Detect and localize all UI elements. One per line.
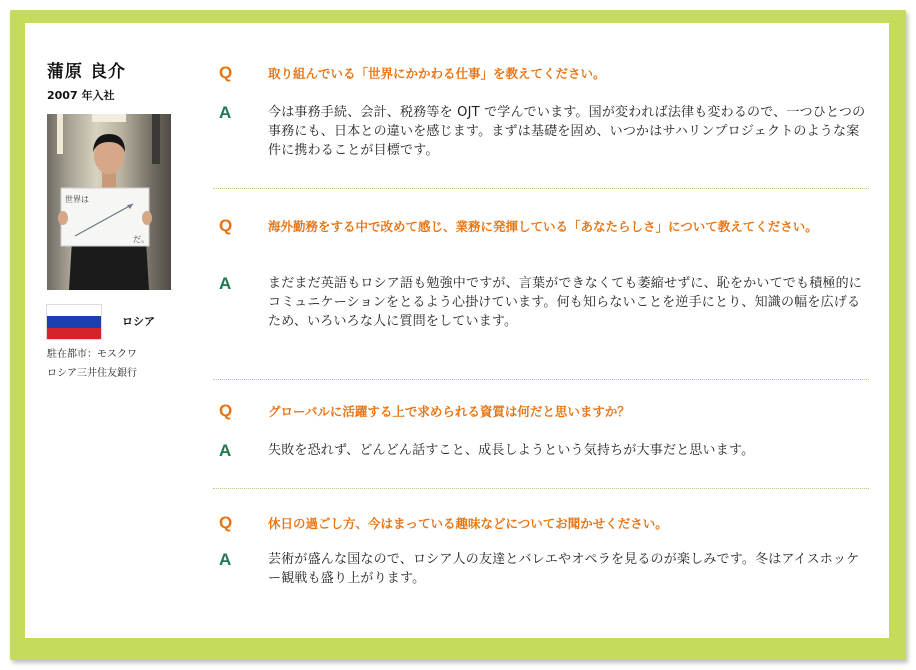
question-mark: Q (219, 63, 233, 82)
join-year: 2007 年入社 (47, 89, 115, 102)
answer-text: 芸術が盛んな国なので、ロシア人の友達とバレエやオペラを見るのが楽しみです。冬はアイスホッケー観戦も盛り上がります。 (268, 552, 860, 586)
divider (213, 488, 869, 489)
answer-mark: A (219, 550, 232, 569)
question-text: 取り組んでいる「世界にかかわる仕事」を教えてください。 (268, 66, 606, 81)
sign-text-end: だ。 (133, 235, 149, 244)
organization-label: ロシア三井住友銀行 (47, 368, 137, 379)
country-label: ロシア (122, 315, 155, 328)
divider (213, 188, 869, 189)
answer-text: 失敗を恐れず、どんどん話すこと、成長しようという気持ちが大事だと思います。 (268, 443, 755, 458)
divider (213, 379, 869, 380)
city-label: 駐在都市：モスクワ (47, 349, 137, 360)
russia-flag-icon (47, 305, 101, 339)
question-mark: Q (219, 216, 233, 235)
question-mark: Q (219, 513, 233, 532)
answer-mark: A (219, 441, 232, 460)
question-text: グローバルに活躍する上で求められる資質は何だと思いますか？ (268, 404, 630, 419)
employee-photo (47, 114, 171, 290)
answer-text: まだまだ英語もロシア語も勉強中ですが、言葉ができなくても萎縮せずに、恥をかいてでも積極的にコミュニケーションをとるよう心掛けています。何も知らないことを逆手にとり、知識の幅を広げるため、いろいろな人に質問をしています。 (268, 276, 863, 329)
answer-mark: A (219, 274, 232, 293)
profile-card (25, 23, 889, 638)
question-text: 海外勤務をする中で改めて感じ、業務に発揮している「あなたらしさ」について教えてください。 (268, 219, 818, 234)
question-text: 休日の過ごし方、今はまっている趣味などについてお聞かせください。 (268, 516, 668, 531)
sign-text: 世界は (65, 195, 89, 204)
answer-mark: A (219, 103, 232, 122)
question-mark: Q (219, 401, 233, 420)
answer-text: 今は事務手続、会計、税務等を OJT で学んでいます。国が変われば法律も変わるので、一つひとつの事務にも、日本との違いを感じます。まずは基礎を固め、いつかはサハリンプロジェクトのような案件に携わることが目標です。 (268, 105, 866, 158)
employee-name: 蒲原 良介 (47, 62, 126, 82)
